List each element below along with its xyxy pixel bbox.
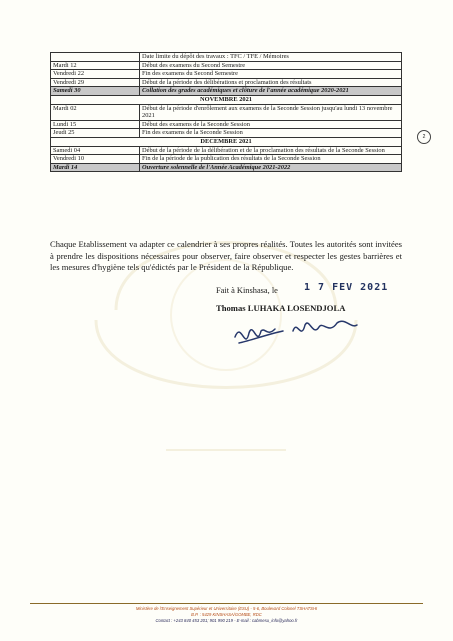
calendar-day: Samedi 04	[51, 146, 140, 155]
calendar-row	[51, 53, 402, 62]
handwritten-signature	[205, 307, 375, 357]
calendar-row	[51, 70, 402, 79]
closing-paragraph: Chaque Etablissement va adapter ce calendrier à ses propres réalités. Toutes les autorités sont invitées à prendre les dispositions nécessaires pour observer, faire observer et respecter les gestes barrières et les mesures d'hygiène tels qu'édictés par le Président de la République.	[50, 239, 402, 273]
calendar-event: Début de la période de la délibération et de la proclamation des résultats de la Seconde Session	[140, 146, 402, 155]
calendar-day	[51, 53, 140, 62]
calendar-row	[51, 120, 402, 129]
calendar-event: Début des examens de la Seconde Session	[140, 120, 402, 129]
calendar-day: Lundi 15	[51, 120, 140, 129]
calendar-day: Mardi 14	[51, 163, 140, 172]
calendar-event: Début de la période des délibérations et proclamation des résultats	[140, 78, 402, 87]
calendar-day: Vendredi 10	[51, 155, 140, 164]
month-header: NOVEMBRE 2021	[51, 95, 402, 104]
calendar-row	[51, 87, 402, 96]
letterhead-footer	[0, 606, 453, 624]
calendar-day: Vendredi 29	[51, 78, 140, 87]
calendar-row	[51, 163, 402, 172]
footer-contact: Contact : +243 840 453 201; 901 990 219 - E-mail : cabmesu_info@yahoo.fr	[155, 618, 298, 623]
calendar-event: Date limite du dépôt des travaux : TFC / TFE / Mémoires	[140, 53, 402, 62]
calendar-day: Jeudi 25	[51, 129, 140, 138]
calendar-day: Mardi 12	[51, 61, 140, 70]
calendar-event: Collation des grades académiques et clôture de l'année académique 2020-2021	[140, 87, 402, 96]
calendar-row	[51, 104, 402, 120]
footer-divider	[30, 603, 423, 604]
calendar-day: Samedi 30	[51, 87, 140, 96]
month-header-row	[51, 95, 402, 104]
calendar-event: Fin des examens du Second Semestre	[140, 70, 402, 79]
calendar-event: Fin de la période de la publication des résultats de la Seconde Session	[140, 155, 402, 164]
calendar-row	[51, 146, 402, 155]
calendar-row	[51, 129, 402, 138]
academic-calendar-table	[50, 52, 402, 172]
calendar-row	[51, 78, 402, 87]
calendar-row	[51, 61, 402, 70]
calendar-row	[51, 155, 402, 164]
month-header-row	[51, 137, 402, 146]
calendar-event: Fin des examens de la Seconde Session	[140, 129, 402, 138]
signer-name: Thomas LUHAKA LOSENDJOLA	[216, 303, 346, 313]
calendar-day: Vendredi 22	[51, 70, 140, 79]
footer-po-box: B.P. : 5429 KINSHASA/GOMBE, RDC	[191, 612, 262, 617]
footer-address: Ministère de l'Enseignement Supérieur et Universitaire (ESU) - 5-6, Boulevard Colonel TSHATSHI	[135, 606, 318, 611]
page-number: 2	[417, 130, 431, 144]
calendar-event: Début de la période d'enrôlement aux examens de la Seconde Session jusqu'au lundi 13 novembre 2021	[140, 104, 402, 120]
place-and-date-label: Fait à Kinshasa, le	[216, 286, 278, 295]
calendar-event: Ouverture solennelle de l'Année Académique 2021-2022	[140, 163, 402, 172]
calendar-day: Mardi 02	[51, 104, 140, 120]
month-header: DECEMBRE 2021	[51, 137, 402, 146]
calendar-event: Début des examens du Second Semestre	[140, 61, 402, 70]
date-stamp: 1 7 FEV 2021	[304, 282, 389, 293]
